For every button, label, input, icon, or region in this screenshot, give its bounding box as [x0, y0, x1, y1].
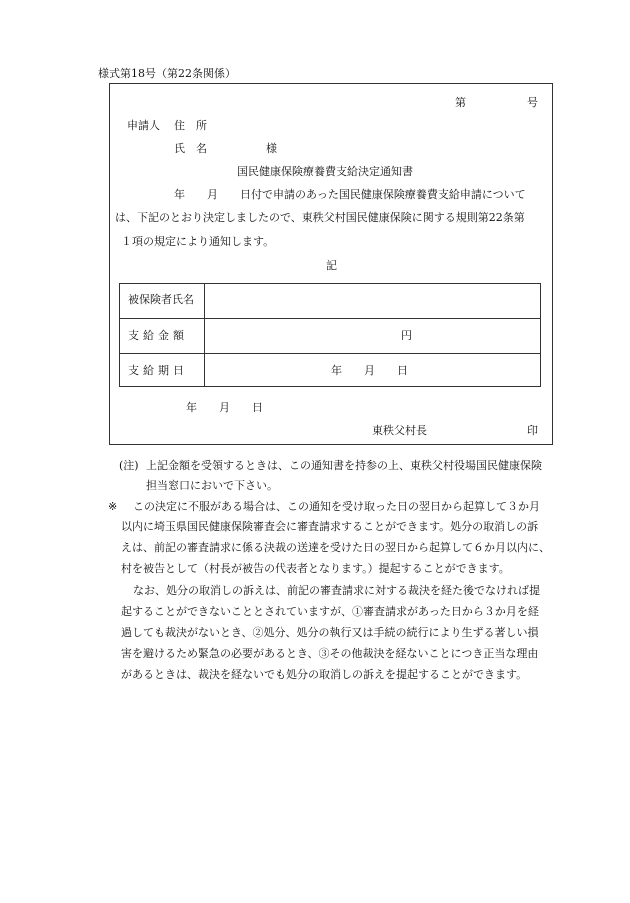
- row-value-amount-yen: 円: [401, 329, 412, 342]
- form-number: 様式第18号（第22条関係）: [98, 67, 236, 80]
- issue-date: 年 月 日: [186, 401, 263, 414]
- doc-number-go: 号: [527, 96, 538, 109]
- appeal-line-3: えは、前記の審査請求に係る決裁の送達を受けた日の翌日から起算して６か月以内に、: [121, 541, 550, 554]
- body-line-2: は、下記のとおり決定しましたので、東秩父村国民健康保険に関する規則第22条第: [115, 211, 525, 224]
- extra-line-1: なお、処分の取消しの訴えは、前記の審査請求に対する裁決を経た後でなければ提: [133, 584, 540, 597]
- applicant-prefix: 申請人: [127, 119, 160, 132]
- body-line-1: 年 月 日付で申請のあった国民健康保険療養費支給申請について: [174, 188, 526, 201]
- doc-number-dai: 第: [455, 96, 466, 109]
- applicant-address-label: 住 所: [174, 119, 207, 132]
- applicant-name-label: 氏 名: [174, 142, 207, 155]
- extra-line-4: 害を避けるため緊急の必要があるとき、③その他裁決を経ないことにつき正当な理由: [121, 647, 539, 660]
- extra-line-3: 過しても裁決がないとき、②処分、処分の執行又は手続の続行により生ずる著しい損: [121, 626, 539, 639]
- note-label: (注): [119, 459, 139, 472]
- note-line-2: 担当窓口においで下さい。: [146, 479, 278, 492]
- body-line-3: １項の規定により通知します。: [121, 235, 275, 248]
- extra-line-5: があるときは、裁決を経ないでも処分の取消しの訴えを提起することができます。: [121, 668, 528, 681]
- appeal-line-1: この決定に不服がある場合は、この通知を受け取った日の翌日から起算して３か月: [133, 500, 540, 513]
- issuer-seal: 印: [527, 424, 538, 437]
- notice-title: 国民健康保険療養費支給決定通知書: [237, 165, 413, 178]
- appeal-line-2: 以内に埼玉県国民健康保険審査会に審査請求することができます。処分の取消しの訴: [121, 520, 539, 533]
- extra-line-2: 起することができないこととされていますが、①審査請求があった日から３か月を経: [121, 605, 539, 618]
- reference-mark: ※: [108, 500, 118, 513]
- issuer-name: 東秩父村長: [372, 424, 427, 437]
- row-value-payment-date: 年 月 日: [331, 364, 408, 377]
- note-line-1: 上記金額を受領するときは、この通知書を持参の上、東秩父村役場国民健康保険: [146, 459, 542, 472]
- appeal-line-4: 村を被告として（村長が被告の代表者となります。）提起することができます。: [121, 562, 510, 575]
- row-label-insured-name: 被保険者氏名: [128, 293, 194, 306]
- applicant-honorific: 様: [266, 142, 277, 155]
- row-label-payment-date: 支給期日: [128, 364, 188, 377]
- row-label-amount: 支給金額: [128, 329, 188, 342]
- ki-heading: 記: [326, 259, 337, 272]
